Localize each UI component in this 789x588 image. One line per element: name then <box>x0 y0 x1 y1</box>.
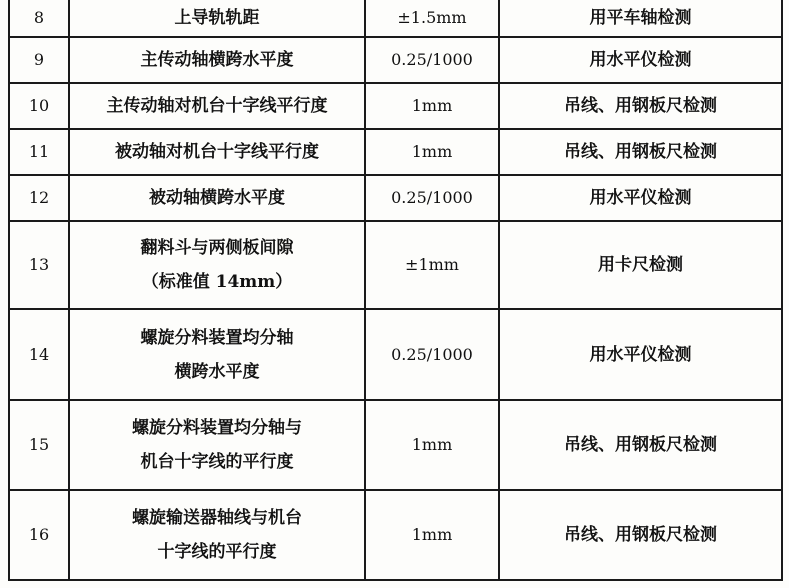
table-row <box>9 0 782 37</box>
table-row <box>9 175 782 221</box>
inspection-item <box>69 221 365 309</box>
row-number: 12 <box>9 175 69 221</box>
tolerance-value: 0.25/1000 <box>365 309 499 400</box>
tolerance-value: 1mm <box>365 400 499 490</box>
row-number: 14 <box>9 309 69 400</box>
inspection-item <box>69 129 365 175</box>
row-number: 16 <box>9 490 69 580</box>
item-line: 被动轴横跨水平度 <box>149 188 285 208</box>
item-line: 翻料斗与两侧板间隙 <box>140 238 294 258</box>
tolerance-value: 1mm <box>365 490 499 580</box>
item-line: 螺旋分料装置均分轴 <box>140 327 294 348</box>
inspection-method: 用平车轴检测 <box>499 0 782 37</box>
table-row <box>9 221 782 309</box>
inspection-method: 用水平仪检测 <box>499 309 782 400</box>
tolerance-value: 1mm <box>365 129 499 175</box>
inspection-table <box>8 0 783 581</box>
inspection-method: 吊线、用钢板尺检测 <box>499 83 782 129</box>
inspection-method: 吊线、用钢板尺检测 <box>499 129 782 175</box>
row-number: 9 <box>9 37 69 83</box>
inspection-item <box>69 309 365 400</box>
item-line: 主传动轴对机台十字线平行度 <box>106 96 328 116</box>
table-row <box>9 129 782 175</box>
tolerance-value: 0.25/1000 <box>365 175 499 221</box>
row-number: 10 <box>9 83 69 129</box>
inspection-item <box>69 175 365 221</box>
tolerance-value: ±1mm <box>365 221 499 309</box>
table-row <box>9 400 782 490</box>
inspection-item <box>69 37 365 83</box>
item-line: 螺旋分料装置均分轴与 <box>132 418 302 438</box>
inspection-item <box>69 0 365 37</box>
item-line: 主传动轴横跨水平度 <box>140 50 294 70</box>
item-line: 横跨水平度 <box>174 361 260 382</box>
tolerance-value: 1mm <box>365 83 499 129</box>
inspection-item <box>69 400 365 490</box>
inspection-method: 用水平仪检测 <box>499 175 782 221</box>
row-number: 15 <box>9 400 69 490</box>
inspection-item <box>69 490 365 580</box>
item-line: 螺旋输送器轴线与机台 <box>132 508 302 528</box>
item-line: 上导轨轨距 <box>174 8 260 28</box>
inspection-method: 吊线、用钢板尺检测 <box>499 400 782 490</box>
item-line: （标准值 14mm） <box>141 272 293 292</box>
table-row <box>9 309 782 400</box>
inspection-method: 用水平仪检测 <box>499 37 782 83</box>
table-row <box>9 490 782 580</box>
table-row <box>9 83 782 129</box>
item-line: 被动轴对机台十字线平行度 <box>115 142 319 162</box>
tolerance-value: 0.25/1000 <box>365 37 499 83</box>
row-number: 13 <box>9 221 69 309</box>
row-number: 11 <box>9 129 69 175</box>
inspection-method: 用卡尺检测 <box>499 221 782 309</box>
inspection-item <box>69 83 365 129</box>
row-number: 8 <box>9 0 69 37</box>
inspection-method: 吊线、用钢板尺检测 <box>499 490 782 580</box>
item-line: 机台十字线的平行度 <box>140 452 294 472</box>
table-row <box>9 37 782 83</box>
item-line: 十字线的平行度 <box>157 542 277 562</box>
tolerance-value: ±1.5mm <box>365 0 499 37</box>
